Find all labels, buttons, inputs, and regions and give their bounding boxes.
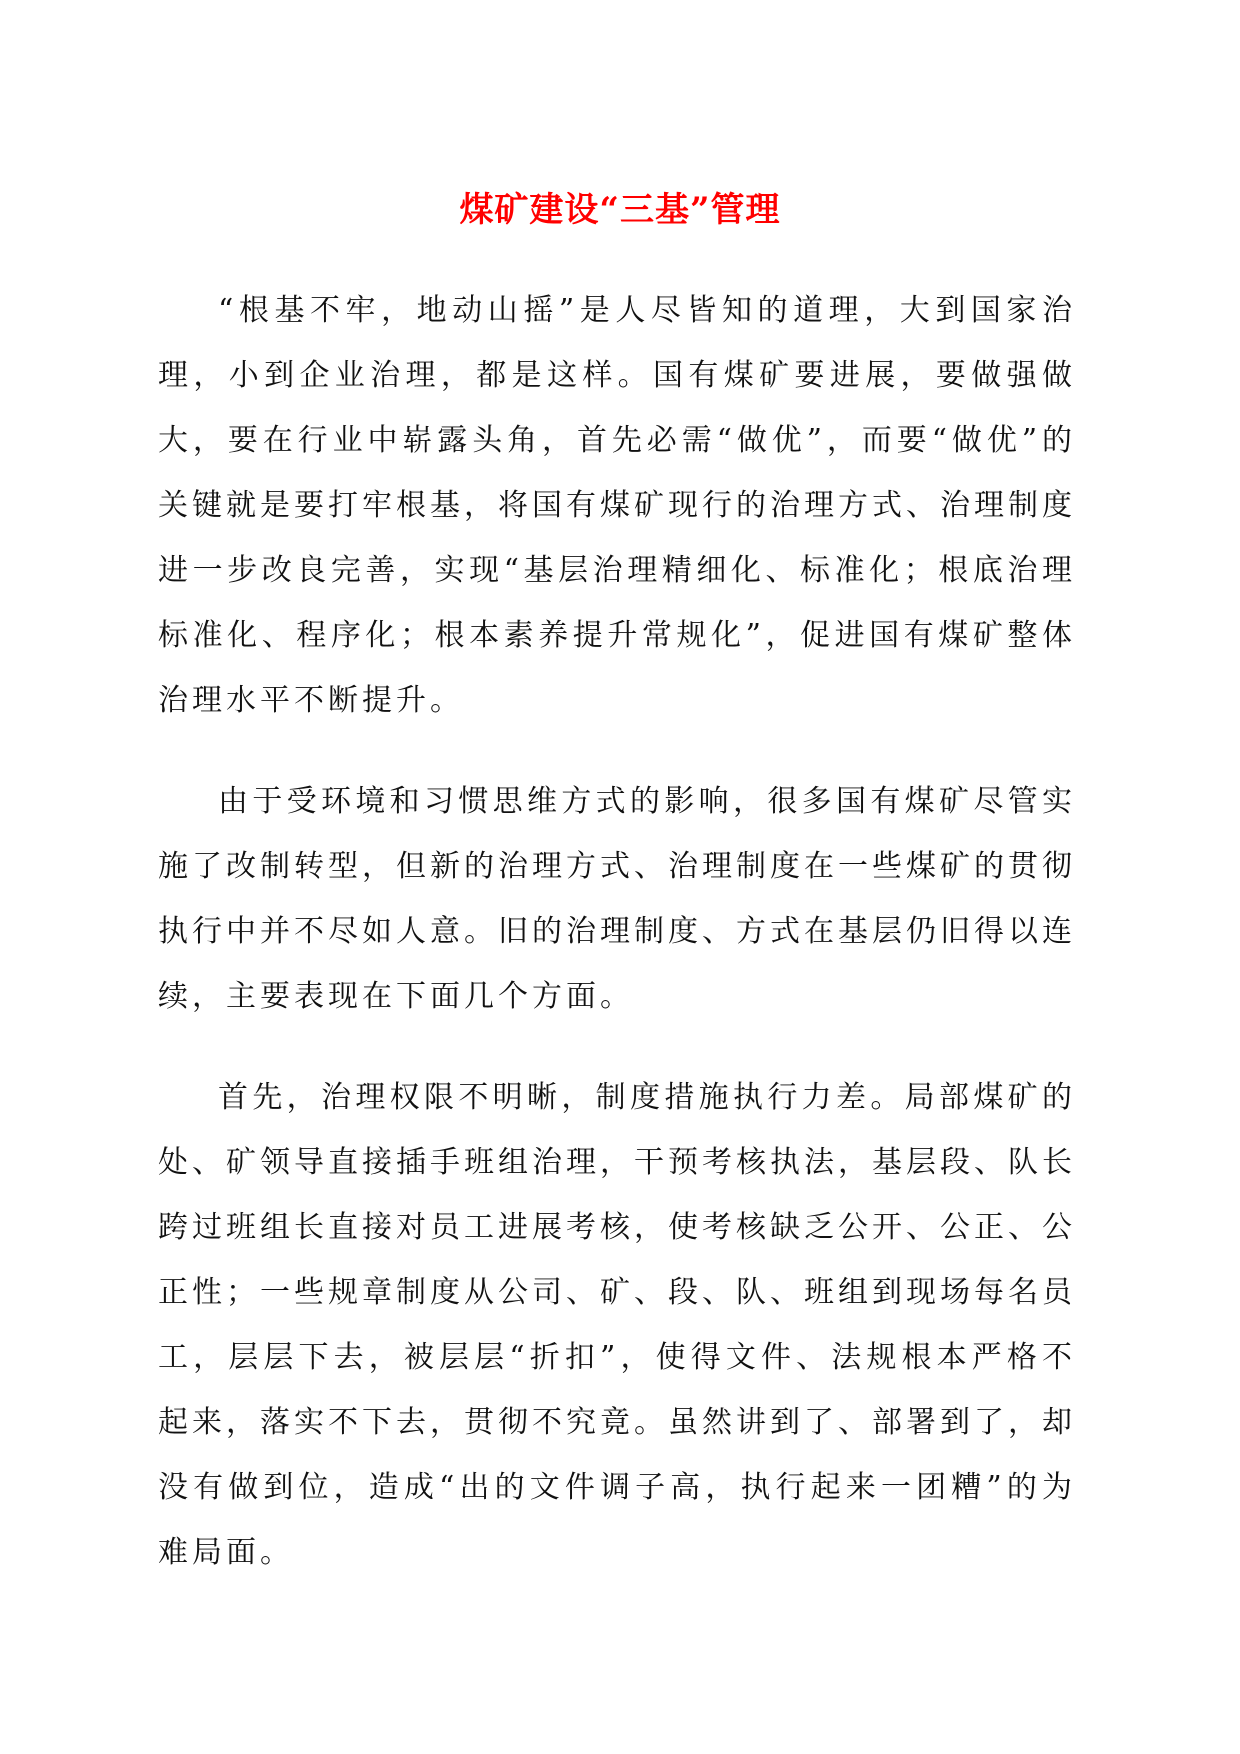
paragraph-3: 首先，治理权限不明晰，制度措施执行力差。局部煤矿的处、矿领导直接插手班组治理，干预考核执法，基层段、队长跨过班组长直接对员工进展考核，使考核缺乏公开、公正、公正性；一些规章制度从公司、矿、段、队、班组到现场每名员工，层层下去，被层层“折扣”，使得文件、法规根本严格不起来，落实不下去，贯彻不究竟。虽然讲到了、部署到了，却没有做到位，造成“出的文件调子高，执行起来一团糟”的为难局面。 [158,1080,1076,1570]
document-title: 煤矿建设“三基”管理 [459,190,781,230]
paragraph-1: “根基不牢，地动山摇”是人尽皆知的道理，大到国家治理，小到企业治理，都是这样。国有煤矿要进展，要做强做大，要在行业中崭露头角，首先必需“做优”，而要“做优”的关键就是要打牢根基，将国有煤矿现行的治理方式、治理制度进一步改良完善，实现“基层治理精细化、标准化；根底治理标准化、程序化；根本素养提升常规化”，促进国有煤矿整体治理水平不断提升。 [158,293,1076,718]
paragraph-2: 由于受环境和习惯思维方式的影响，很多国有煤矿尽管实施了改制转型，但新的治理方式、治理制度在一些煤矿的贯彻执行中并不尽如人意。旧的治理制度、方式在基层仍旧得以连续，主要表现在下面几个方面。 [158,784,1076,1014]
document-body [158,278,1076,1621]
